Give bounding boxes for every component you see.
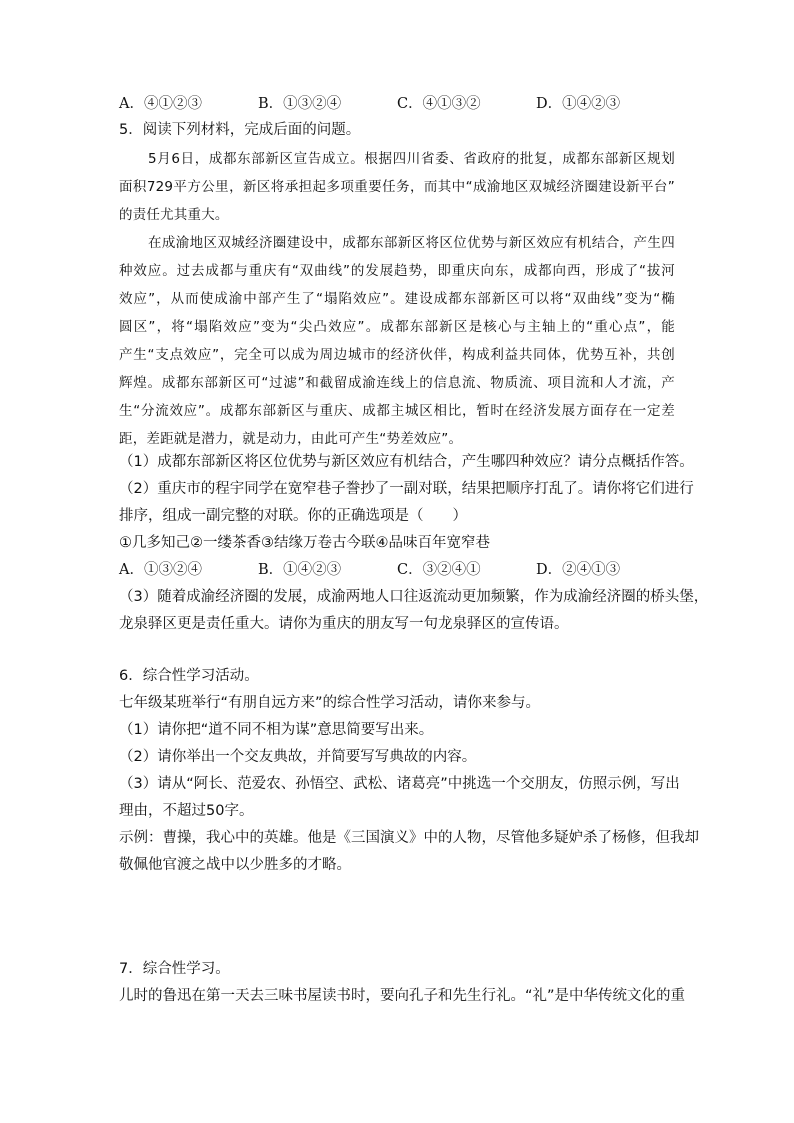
q5-sub3-line: 龙泉驿区更是责任重大。请你为重庆的朋友写一句龙泉驿区的宣传语。 — [119, 616, 569, 632]
q6-sub2: （2）请你举出一个交友典故，并简要写写典故的内容。 — [119, 749, 477, 765]
q6-sub3-line: 理由，不超过50字。 — [119, 803, 254, 819]
q5-sub1: （1）成都东部新区将区位优势与新区效应有机结合，产生哪四种效应？请分点概括作答。 — [119, 454, 694, 470]
q6-sub1: （1）请你把“道不同不相为谋”意思简要写出来。 — [119, 722, 434, 738]
q4-option-d[interactable]: D．①④②③ — [536, 96, 621, 112]
q5-para2-line: 效应”，从而使成渝中部产生了“塌陷效应”。建设成都东部新区可以将“双曲线”变为“椭 — [119, 291, 675, 307]
q5-couplet: ①几多知己②一缕茶香③结缘万卷古今联④品味百年宽窄巷 — [119, 535, 490, 551]
q6-intro: 七年级某班举行“有朋自远方来”的综合性学习活动，请你来参与。 — [119, 695, 541, 711]
q5-para1-line: 5月6日，成都东部新区宣告成立。根据四川省委、省政府的批复，成都东部新区规划 — [148, 151, 675, 167]
q5-option-d[interactable]: D．②④①③ — [536, 562, 621, 578]
q5-para1-line: 面积729平方公里，新区将承担起多项重要任务，而其中“成渝地区双城经济圈建设新平台” — [119, 179, 675, 195]
q4-option-c[interactable]: C．④①③② — [397, 96, 481, 112]
q7-line: 儿时的鲁迅在第一天去三味书屋读书时，要向孔子和先生行礼。“礼”是中华传统文化的重 — [119, 988, 686, 1004]
q5-sub3-line: （3）随着成渝经济圈的发展，成渝两地人口往返流动更加频繁，作为成渝经济圈的桥头堡， — [119, 589, 709, 605]
q6-stem: 6．综合性学习活动。 — [119, 668, 259, 684]
q5-para1-line: 的责任尤其重大。 — [119, 207, 229, 223]
q5-sub2-line: （2）重庆市的程宇同学在宽窄巷子誊抄了一副对联，结果把顺序打乱了。请你将它们进行 — [119, 481, 694, 497]
q5-para2-line: 辉煌。成都东部新区可“过滤”和截留成渝连线上的信息流、物质流、项目流和人才流，产 — [119, 375, 675, 391]
q5-para2-line: 种效应。过去成都与重庆有“双曲线”的发展趋势，即重庆向东，成都向西，形成了“拔河 — [119, 263, 675, 279]
q4-option-a[interactable]: A．④①②③ — [119, 96, 202, 112]
q5-option-a[interactable]: A．①③②④ — [119, 562, 202, 578]
q5-sub2-line: 排序，组成一副完整的对联。你的正确选项是（ ） — [119, 508, 467, 524]
q5-option-b[interactable]: B．①④②③ — [258, 562, 342, 578]
q5-para2-line: 在成渝地区双城经济圈建设中，成都东部新区将区位优势与新区效应有机结合，产生四 — [148, 235, 675, 251]
q5-option-c[interactable]: C．③②④① — [397, 562, 481, 578]
q5-para2-line: 圆区”，将“塌陷效应”变为“尖凸效应”。成都东部新区是核心与主轴上的“重心点”，能 — [119, 319, 675, 335]
q5-para2-line: 产生“支点效应”，完全可以成为周边城市的经济伙伴，构成利益共同体，优势互补，共创 — [119, 347, 675, 363]
q6-sub3-line: （3）请从“阿长、范爱农、孙悟空、武松、诸葛亮”中挑选一个交朋友，仿照示例，写出 — [119, 776, 680, 792]
q4-option-b[interactable]: B．①③②④ — [258, 96, 342, 112]
q6-example-line: 示例：曹操，我心中的英雄。他是《三国演义》中的人物，尽管他多疑妒杀了杨修，但我却 — [119, 830, 699, 846]
q5-stem: 5．阅读下列材料，完成后面的问题。 — [119, 122, 361, 138]
q5-para2-line: 距，差距就是潜力，就是动力，由此可产生“势差效应”。 — [119, 431, 463, 447]
q7-stem: 7．综合性学习。 — [119, 961, 230, 977]
q5-para2-line: 生“分流效应”。成都东部新区与重庆、成都主城区相比，暂时在经济发展方面存在一定差 — [119, 403, 675, 419]
q6-example-line: 敬佩他官渡之战中以少胜多的才略。 — [119, 857, 351, 873]
